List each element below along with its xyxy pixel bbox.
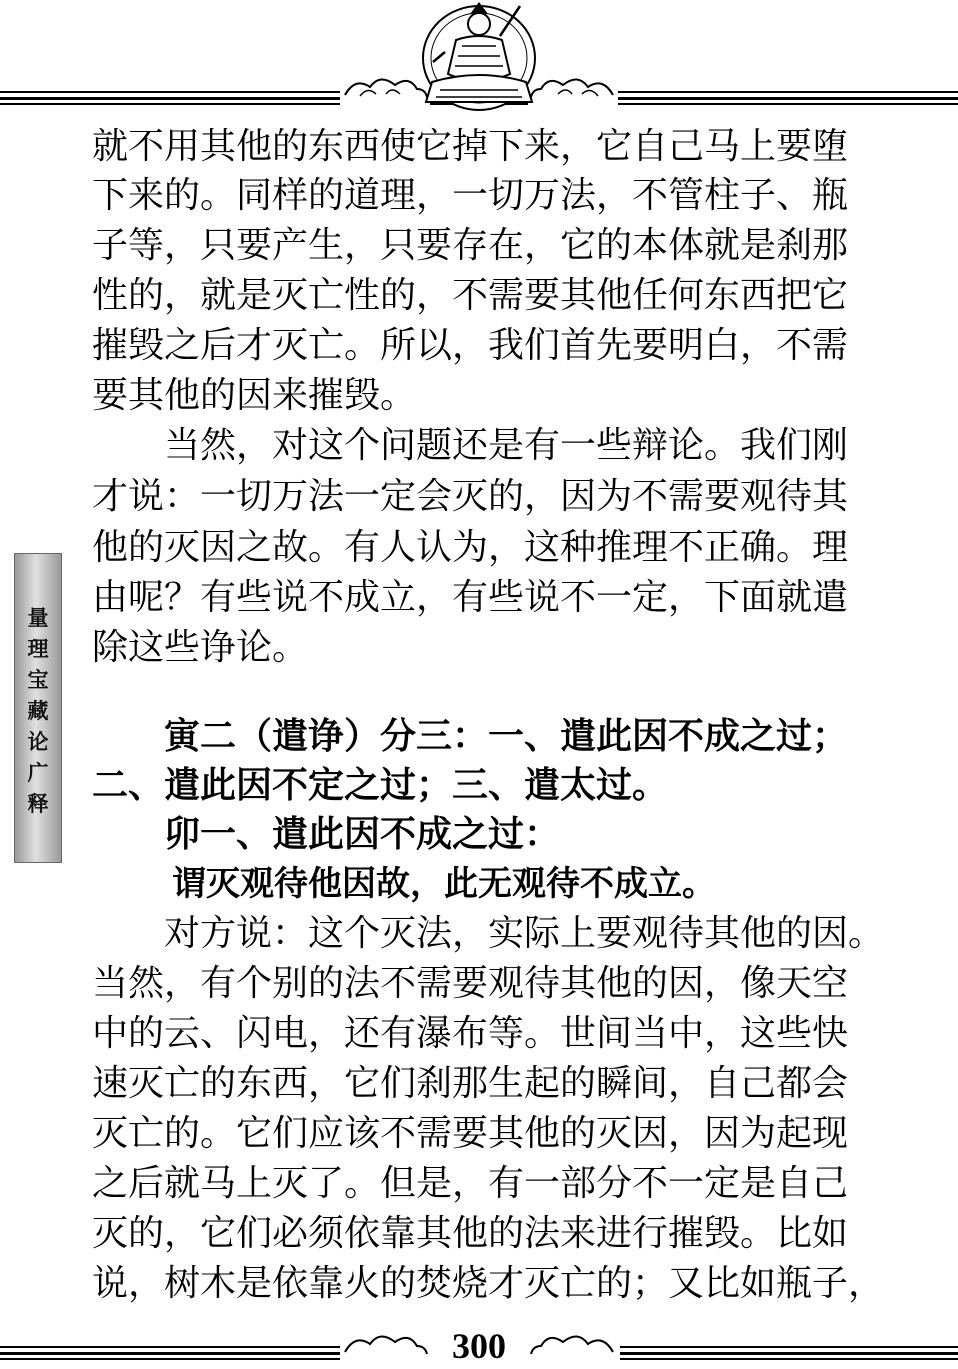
text-line: 下来的。同样的道理，一切万法，不管柱子、瓶 [92,175,849,216]
text-line: 灭的，它们必须依靠其他的法来进行摧毁。比如 [92,1213,849,1254]
text-line: 当然，对这个问题还是有一些辩论。我们刚 [164,425,849,466]
text-line: 对方说：这个灭法，实际上要观待其他的因。 [164,913,885,954]
text-line: 就不用其他的东西使它掉下来，它自己马上要堕 [92,126,849,167]
text-line: 他的灭因之故。有人认为，这种推理不正确。理 [92,527,849,568]
text-line: 性的，就是灭亡性的，不需要其他任何东西把它 [92,275,849,316]
text-line: 灭亡的。它们应该不需要其他的灭因，因为起现 [92,1113,849,1154]
text-line: 要其他的因来摧毁。 [92,375,417,416]
text-line: 由呢？有些说不成立，有些说不一定，下面就遣 [92,577,849,618]
text-line: 除这些诤论。 [92,627,309,668]
text-line: 中的云、闪电，还有瀑布等。世间当中，这些快 [92,1013,849,1054]
root-verse: 谓灭观待他因故，此无观待不成立。 [172,865,716,903]
deity-emblem [0,0,958,112]
text-line: 说，树木是依靠火的焚烧才灭亡的；又比如瓶子， [92,1263,885,1304]
side-tab-title: 量理宝藏论广释 [27,605,49,816]
subsection-heading: 卯一、遣此因不成之过： [164,813,561,855]
text-line: 才说：一切万法一定会灭的，因为不需要观待其 [92,476,849,517]
text-line: 速灭亡的东西，它们刹那生起的瞬间，自己都会 [92,1063,849,1104]
page-number: 300 [452,1326,506,1366]
section-heading: 寅二（遣诤）分三：一、遣此因不成之过； [164,715,849,757]
side-tab [14,553,62,863]
header-ornament [0,0,958,112]
text-line: 子等，只要产生，只要存在，它的本体就是刹那 [92,225,849,266]
text-line: 之后就马上灭了。但是，有一部分不一定是自己 [92,1163,849,1204]
text-line: 当然，有个别的法不需要观待其他的因，像天空 [92,963,849,1004]
text-line: 摧毁之后才灭亡。所以，我们首先要明白，不需 [92,325,849,366]
section-heading: 二、遣此因不定之过；三、遣太过。 [92,764,669,806]
